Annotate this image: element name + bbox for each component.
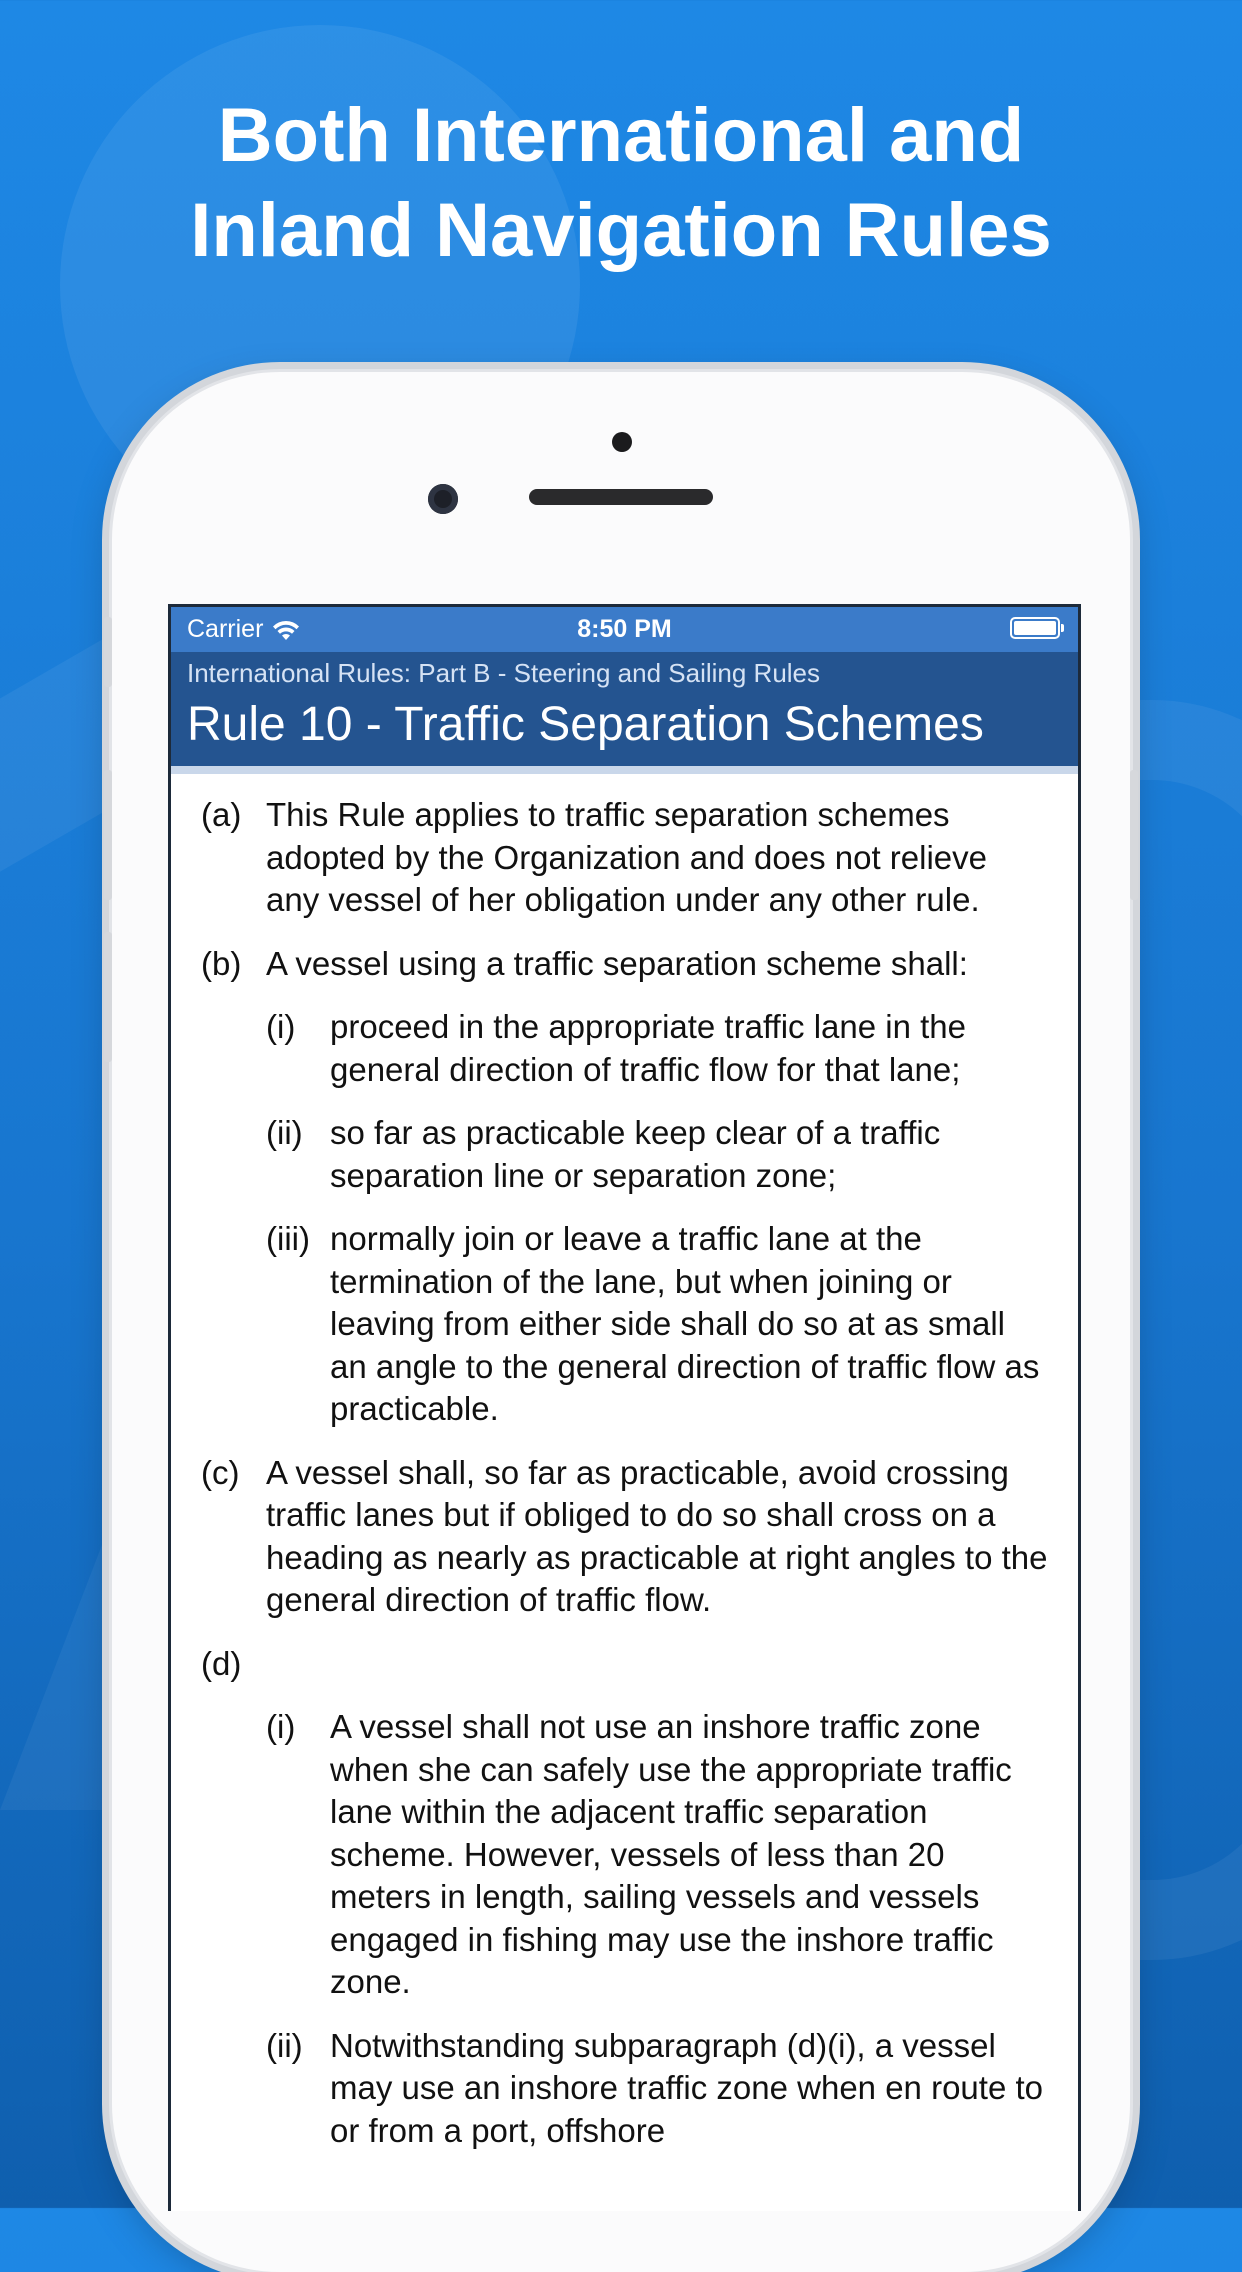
paragraph-text: A vessel using a traffic separation scheme shall: [266, 944, 968, 982]
rule-content[interactable] [171, 774, 1078, 2152]
rule-paragraph-b [201, 943, 1048, 986]
rule-subparagraph-b-i [201, 1006, 1048, 1091]
rule-subparagraph-b-iii [201, 1218, 1048, 1431]
paragraph-text: This Rule applies to traffic separation schemes adopted by the Organization and does not relieve any vessel of her obligation under any other rule. [266, 796, 988, 918]
rule-paragraph-c [201, 1452, 1048, 1622]
promo-headline [0, 88, 1242, 278]
paragraph-text: A vessel shall, so far as practicable, avoid crossing traffic lanes but if obliged to do so shall cross on a heading as nearly as practicable at right angles to the general direction of traffic flow. [266, 1453, 1048, 1618]
phone-speaker [529, 489, 713, 505]
status-bar [171, 607, 1078, 652]
phone-volume-down [104, 932, 112, 1062]
subparagraph-text: A vessel shall not use an inshore traffic zone when she can safely use the appropriate traffic lane within the adjacent traffic separation scheme. However, vessels of less than 20 meters in length, sailing vessels and vessels engaged in fishing may use the inshore traffic zone. [330, 1708, 1012, 2000]
status-time: 8:50 PM [577, 615, 672, 643]
paragraph-label: (c) [201, 1453, 240, 1491]
rule-paragraph-d [201, 1643, 1048, 1686]
phone-mute-switch [104, 617, 112, 687]
rule-paragraph-a [201, 794, 1048, 922]
headline-line-2: Inland Navigation Rules [190, 188, 1052, 273]
phone-front-camera [428, 484, 458, 514]
subparagraph-label: (i) [266, 1708, 296, 1745]
subparagraph-label: (ii) [266, 1114, 303, 1151]
paragraph-label: (a) [201, 796, 242, 833]
rule-header [171, 652, 1078, 774]
paragraph-label: (b) [201, 944, 242, 982]
headline-line-1: Both International and [217, 93, 1025, 178]
rule-title: Rule 10 - Traffic Separation Schemes [187, 698, 984, 751]
paragraph-label: (d) [201, 1644, 242, 1682]
rule-subparagraph-b-ii [201, 1112, 1048, 1197]
subparagraph-text: Notwithstanding subparagraph (d)(i), a vessel may use an inshore traffic zone when en route to or from a port, offshore [330, 2026, 1043, 2149]
carrier-label: Carrier [187, 615, 264, 643]
subparagraph-text: normally join or leave a traffic lane at the termination of the lane, but when joining or leaving from either side shall do so at as small an angle to the general direction of traffic flow as practicable. [330, 1220, 1040, 1427]
phone-volume-up [104, 770, 112, 900]
subparagraph-label: (ii) [266, 2026, 303, 2064]
rule-subparagraph-d-i [201, 1706, 1048, 2004]
rule-subparagraph-d-ii [201, 2025, 1048, 2153]
paragraph-text [266, 1643, 1048, 1686]
phone-power-button [1130, 770, 1138, 900]
subparagraph-text: proceed in the appropriate traffic lane in the general direction of traffic flow for that lane; [330, 1008, 966, 1088]
phone-sensor [612, 432, 632, 452]
battery-icon [1010, 617, 1060, 639]
app-screen [168, 604, 1081, 2211]
rule-part-subtitle: International Rules: Part B - Steering and Sailing Rules [187, 658, 821, 688]
subparagraph-label: (i) [266, 1008, 296, 1045]
subparagraph-text: so far as practicable keep clear of a traffic separation line or separation zone; [330, 1114, 941, 1194]
subparagraph-label: (iii) [266, 1220, 310, 1257]
